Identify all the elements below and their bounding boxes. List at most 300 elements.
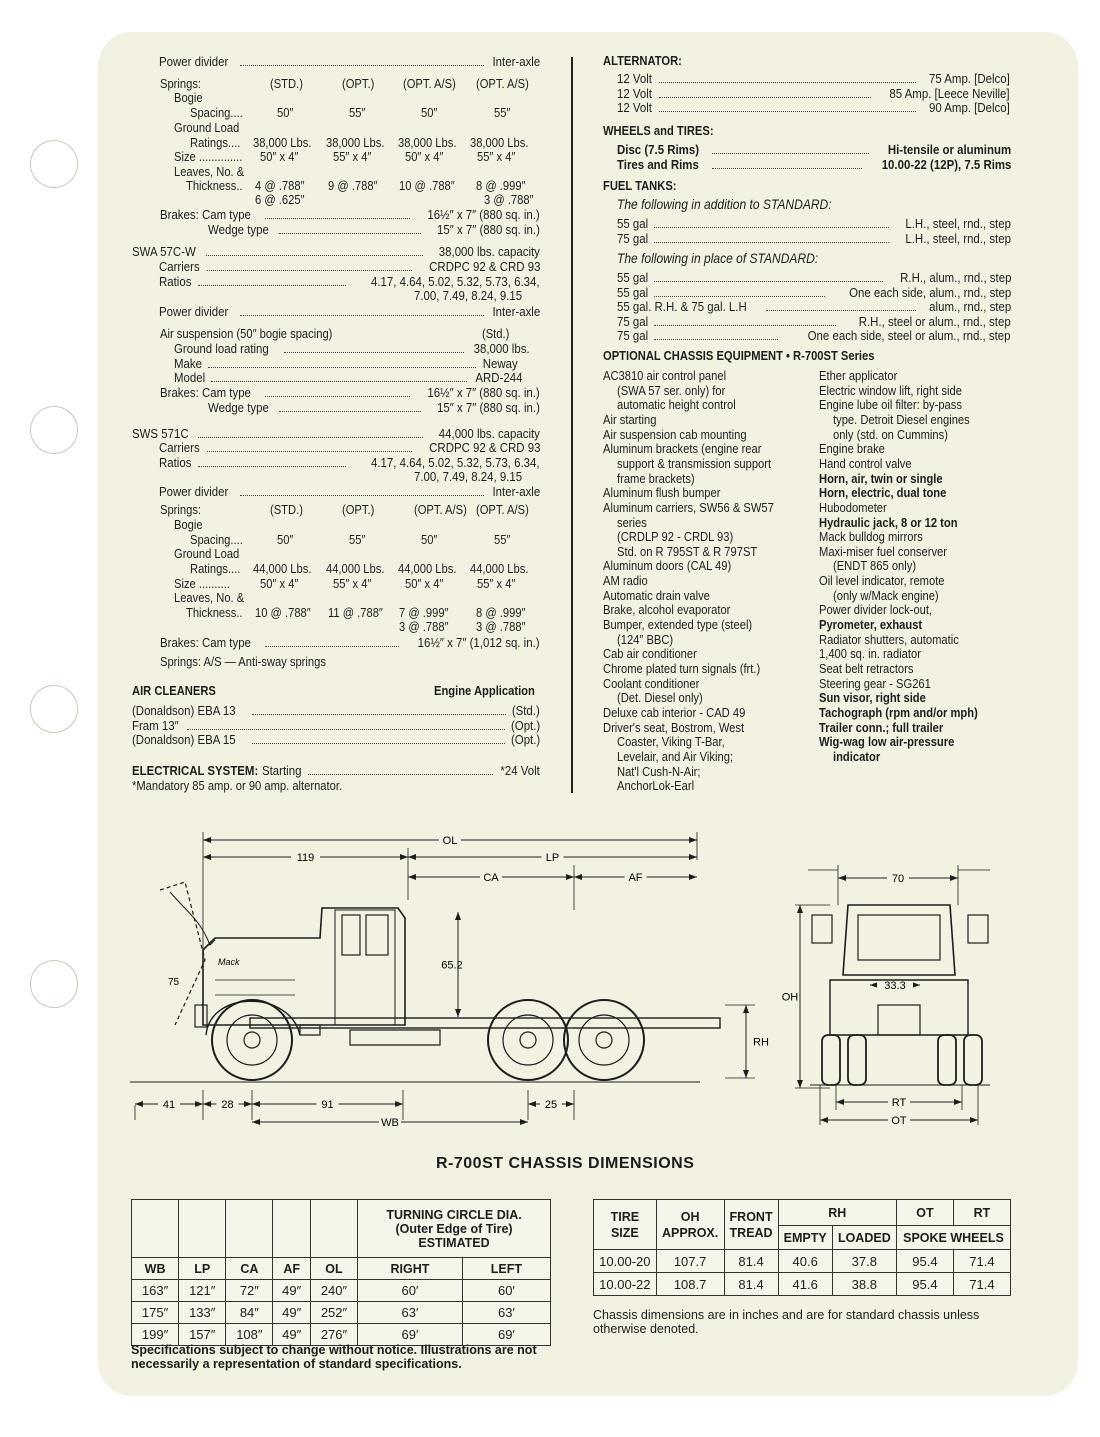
dimension-label: LP (545, 852, 560, 864)
option-item: support & transmission support (617, 455, 772, 471)
spec-row (159, 275, 540, 289)
option-item: Horn, air, twin or single (819, 470, 943, 486)
arrowhead (870, 982, 878, 988)
option-item: Trailer conn.; full trailer (819, 719, 944, 735)
windshield (858, 915, 940, 960)
text: Size .............. (174, 149, 243, 164)
spec-row (159, 485, 540, 499)
option-item: Driver's seat, Bostrom, West (603, 719, 745, 735)
leader-dots (279, 402, 421, 412)
table-cell: 60′ (462, 1280, 550, 1302)
spec-row (617, 143, 1011, 157)
spec-label: 55 gal (617, 270, 649, 285)
leader-dots (207, 261, 411, 271)
spec-value: R.H., alum., rnd., step (899, 270, 1011, 285)
dimension-label: 75 (168, 977, 180, 988)
spec-cell: 50″ x 4″ (260, 149, 299, 164)
spec-value: One each side, steel or alum., rnd., step (808, 328, 1011, 344)
spec-value: 10.00-22 (12P), 7.5 Rims (881, 156, 1011, 172)
spec-cell: 55″ x 4″ (333, 576, 372, 591)
spec-value: *24 Volt (500, 763, 540, 778)
spec-label: Power divider (159, 54, 229, 69)
turning-circle-header: TURNING CIRCLE DIA. (Outer Edge of Tire) ESTIMATED (358, 1200, 551, 1258)
spec-row (160, 636, 540, 650)
table-cell: 157″ (179, 1324, 226, 1346)
table-cell: 69′ (358, 1324, 463, 1346)
tire-front-view (938, 1035, 956, 1085)
option-item: Std. on R 795ST & R 797ST (617, 543, 758, 559)
option-item: Levelair, and Air Viking; (617, 748, 734, 764)
text: Spacing.... (190, 105, 243, 120)
table-cell: 84″ (226, 1302, 273, 1324)
arrowhead (528, 1101, 536, 1107)
option-item: 1,400 sq. in. radiator (819, 646, 921, 662)
spec-cell: 8 @ .999″ (476, 605, 526, 620)
table-cell: 95.4 (896, 1250, 953, 1273)
spec-value: 85 Amp. [Leece Neville] (889, 85, 1010, 101)
spec-label: Ground load rating (174, 341, 269, 356)
arrowhead (743, 1005, 749, 1013)
wheel-hub (244, 1032, 260, 1048)
option-item: Aluminum carriers, SW56 & SW57 (603, 499, 774, 515)
text: Springs: (160, 502, 202, 517)
leader-dots (766, 301, 915, 311)
dimension-label: 41 (162, 1099, 176, 1111)
spec-cell: 55″ x 4″ (477, 149, 516, 164)
table-cell: 38.8 (832, 1273, 896, 1296)
spec-cell: 38,000 Lbs. (398, 135, 457, 150)
wheel-rim (503, 1015, 553, 1065)
table-cell: 240″ (310, 1280, 357, 1302)
spec-label: Ratios (159, 274, 192, 289)
spec-label: 55 gal (617, 284, 649, 300)
arrowhead (244, 1101, 252, 1107)
leader-dots (654, 233, 889, 243)
option-item: Engine lube oil filter: by-pass (819, 397, 962, 413)
spec-value: Neway (483, 356, 518, 371)
column-header: RIGHT (358, 1258, 463, 1280)
leader-dots (659, 73, 916, 83)
hood-line (170, 892, 215, 945)
option-item: (CRDLP 92 - CRDL 93) (617, 529, 734, 545)
option-item: AM radio (603, 573, 648, 589)
spec-value: 16½″ x 7″ (1,012 sq. in.) (418, 635, 540, 650)
spec-row (617, 158, 1011, 172)
arrowhead (408, 874, 416, 880)
spec-value: ARD-244 (474, 370, 522, 385)
spec-cell: (OPT. A/S) (414, 502, 467, 517)
spec-label: Wedge type (208, 222, 269, 237)
option-item: Bumper, extended type (steel) (603, 617, 753, 633)
section-heading: FUEL TANKS: (603, 178, 677, 193)
spec-label: Brakes: Cam type (160, 635, 251, 650)
spec-label: Disc (7.5 Rims) (617, 142, 700, 157)
leader-dots (208, 358, 476, 368)
spec-row (159, 456, 540, 470)
cab-window (366, 915, 388, 955)
option-item: Engine brake (819, 441, 885, 457)
wheel-rim (227, 1015, 277, 1065)
spec-cell: 7 @ .999″ (399, 605, 449, 620)
arrowhead (797, 905, 803, 913)
spec-row (160, 208, 540, 222)
option-item: series (617, 514, 647, 530)
arrowhead (195, 1101, 203, 1107)
front-bumper (195, 1005, 207, 1027)
leader-dots (265, 209, 410, 219)
table-cell: 107.7 (656, 1250, 724, 1273)
arrowhead (838, 875, 846, 881)
leader-dots (712, 159, 862, 169)
arrowhead (836, 1099, 844, 1105)
spec-value: 75 Amp. [Delco] (929, 71, 1010, 86)
text: Springs: (160, 76, 202, 91)
mirror-right (968, 915, 988, 943)
spec-label: SWA 57C-W (132, 244, 196, 259)
option-item: Tachograph (rpm and/or mph) (819, 704, 978, 720)
spec-row (174, 342, 530, 356)
arrowhead (689, 837, 697, 843)
spec-cell: (STD.) (270, 76, 303, 91)
table-cell: 121″ (179, 1280, 226, 1302)
option-item: (ENDT 865 only) (833, 558, 917, 574)
table-row (594, 1273, 1011, 1296)
text: 7.00, 7.49, 8.24, 9.15 (414, 288, 523, 303)
wheel-hub (520, 1032, 536, 1048)
spec-value: Inter-axle (492, 54, 540, 69)
leader-dots (252, 705, 506, 715)
table-cell: 81.4 (724, 1273, 778, 1296)
column-divider (571, 57, 573, 793)
subheading: The following in place of STANDARD: (617, 250, 819, 266)
table-cell: 175″ (132, 1302, 179, 1324)
column-header: AF (273, 1258, 310, 1280)
spec-cell: 44,000 Lbs. (398, 561, 457, 576)
dimension-label: OH (781, 991, 799, 1004)
spec-value: 44,000 lbs. capacity (438, 426, 540, 441)
leader-dots (712, 144, 869, 154)
option-item: (only w/Mack engine) (833, 587, 939, 603)
arrowhead (252, 1101, 260, 1107)
text: Springs: A/S — Anti-sway springs (160, 654, 326, 669)
option-item: Electric window lift, right side (819, 382, 962, 398)
leader-dots (654, 330, 778, 340)
spec-value: 16½″ x 7″ (880 sq. in.) (427, 385, 540, 400)
dimension-label: 33.3 (884, 980, 906, 992)
table-note: Chassis dimensions are in inches and are for standard chassis unless otherwise denoted. (593, 1308, 980, 1336)
leader-dots (240, 56, 484, 66)
table-cell: 60′ (358, 1280, 463, 1302)
spec-label: 12 Volt (617, 85, 652, 101)
spec-row (617, 87, 1010, 101)
spec-label: Starting (261, 763, 301, 778)
chassis-diagram (0, 820, 1100, 1140)
dimension-label: 65.2 (441, 959, 463, 972)
spec-cell: 11 @ .788″ (328, 605, 383, 620)
text: Ground Load (174, 120, 240, 135)
option-item: Sun visor, right side (819, 690, 926, 706)
table-cell: 49″ (273, 1280, 310, 1302)
leader-dots (654, 272, 882, 282)
arrowhead (135, 1101, 143, 1107)
table-cell: 133″ (179, 1302, 226, 1324)
binder-hole (30, 406, 78, 454)
column-header: CA (226, 1258, 273, 1280)
leader-dots (654, 316, 836, 326)
spec-cell: 55″ (494, 105, 511, 120)
table-row (132, 1302, 551, 1324)
spec-cell: (OPT.) (342, 502, 375, 517)
arrowhead (954, 1099, 962, 1105)
subheading: The following in addition to STANDARD: (617, 196, 832, 212)
spec-value: 16½″ x 7″ (880 sq. in.) (427, 207, 540, 222)
spec-row (132, 719, 540, 733)
arrowhead (395, 1101, 403, 1107)
tire-dimensions-table: TIRE SIZE OH APPROX. FRONT TREAD RH OT RT EMPTY LOADED SPOKE WHEELS 10.00-20 107.7 81.4 40.6 37.8 95.4 71.4 10.00-22 108.7 81.4 41.6 38.8 95.4 71.4 (593, 1199, 1011, 1296)
option-item: only (std. on Cummins) (833, 426, 948, 442)
mirror-left (812, 915, 832, 943)
arrowhead (820, 1117, 828, 1123)
section-heading: WHEELS and TIRES: (603, 123, 714, 138)
spec-value: 38,000 lbs. capacity (438, 244, 540, 259)
option-item: Aluminum brackets (engine rear (603, 441, 762, 457)
dimension-label: WB (381, 1117, 399, 1129)
text: Leaves, No. & (174, 164, 245, 179)
section-heading: OPTIONAL CHASSIS EQUIPMENT • R-700ST Series (603, 348, 875, 363)
option-item: (SWA 57 ser. only) for (617, 382, 726, 398)
spec-cell: 3 @ .788″ (399, 619, 449, 634)
leader-dots (211, 372, 466, 382)
spec-cell: 44,000 Lbs. (326, 561, 385, 576)
dimensions-table (131, 1199, 551, 1346)
table-cell: 49″ (273, 1324, 310, 1346)
page-title: R-700ST CHASSIS DIMENSIONS (436, 1155, 695, 1172)
table-cell: 276″ (310, 1324, 357, 1346)
spec-label: Power divider (159, 484, 229, 499)
arrowhead (689, 874, 697, 880)
column-header: OL (310, 1258, 357, 1280)
table-cell: 108″ (226, 1324, 273, 1346)
option-item: Hand control valve (819, 455, 912, 471)
table-cell: 63′ (358, 1302, 463, 1324)
spec-label: Brakes: Cam type (160, 207, 251, 222)
spec-cell: 44,000 Lbs. (253, 561, 312, 576)
option-item: automatic height control (617, 397, 736, 413)
option-item: Deluxe cab interior - CAD 49 (603, 704, 746, 720)
spec-value: 4.17, 4.64, 5.02, 5.32, 5.73, 6.34, (371, 274, 540, 289)
table-cell: 49″ (273, 1302, 310, 1324)
text: Bogie (174, 90, 203, 105)
text: *Mandatory 85 amp. or 90 amp. alternator. (132, 778, 343, 793)
leader-dots (240, 306, 484, 316)
table-cell: 163″ (132, 1280, 179, 1302)
text: Leaves, No. & (174, 590, 245, 605)
spec-value: alum., rnd., step (928, 299, 1011, 315)
spec-value: Inter-axle (492, 484, 540, 499)
spec-row (159, 55, 540, 69)
option-item: Coaster, Viking T-Bar, (617, 734, 725, 750)
text: 7.00, 7.49, 8.24, 9.15 (414, 469, 523, 484)
spec-cell: (OPT. A/S) (476, 76, 529, 91)
spec-row (159, 441, 540, 455)
option-item: Seat belt retractors (819, 661, 914, 676)
spec-label: Ratios (159, 455, 192, 470)
spec-row (208, 223, 540, 237)
arrowhead (743, 1070, 749, 1078)
spec-row (617, 101, 1010, 115)
leader-dots (207, 442, 411, 452)
spec-label: Carriers (159, 440, 200, 455)
leader-dots (279, 224, 421, 234)
arrowhead (203, 854, 211, 860)
spec-row (617, 232, 1011, 246)
wheel-hub (596, 1032, 612, 1048)
spec-cell: (OPT.) (342, 76, 375, 91)
dimension-label: 28 (221, 1099, 234, 1111)
spec-label: Make (174, 356, 202, 371)
dimension-label: 91 (321, 1099, 334, 1111)
spec-value: 38,000 lbs. (474, 341, 530, 356)
option-item: Nat'l Cush-N-Air; (617, 763, 701, 779)
table-cell: 71.4 (953, 1250, 1010, 1273)
spec-cell: 55″ (349, 105, 366, 120)
cab-door (335, 910, 395, 1025)
section-heading: ELECTRICAL SYSTEM: (132, 763, 259, 778)
arrowhead (689, 854, 697, 860)
text: Air suspension (50″ bogie spacing) (160, 326, 333, 341)
arrowhead (400, 854, 408, 860)
mack-logo: Mack (218, 957, 240, 967)
option-item: Maxi-miser fuel conserver (819, 543, 947, 559)
dimension-label: 25 (544, 1099, 558, 1111)
cab-window (342, 915, 360, 955)
text: Ratings.... (190, 135, 241, 150)
spec-value: Hi-tensile or aluminum (887, 142, 1011, 157)
table-cell: 81.4 (724, 1250, 778, 1273)
spec-row (160, 386, 540, 400)
dimension-label: OL (442, 835, 458, 847)
leader-dots (198, 276, 347, 286)
arrowhead (455, 1009, 461, 1017)
table-cell: 199″ (132, 1324, 179, 1346)
arrowhead (203, 1101, 211, 1107)
column-header: LP (179, 1258, 226, 1280)
spec-cell: 10 @ .788″ (399, 178, 455, 193)
option-item: Coolant conditioner (603, 675, 700, 691)
dimension-label: RT (891, 1097, 907, 1109)
spec-row (132, 245, 540, 259)
section-heading: Engine Application (434, 683, 535, 698)
dimension-label: 70 (891, 873, 905, 885)
table-cell: 10.00-22 (594, 1273, 657, 1296)
spec-label: Power divider (159, 304, 229, 319)
leader-dots (654, 287, 824, 297)
spec-row (159, 305, 540, 319)
leader-dots (252, 734, 505, 744)
wheel (488, 1000, 568, 1080)
spec-cell: 8 @ .999″ (476, 178, 526, 193)
spec-cell: (OPT. A/S) (476, 502, 529, 517)
tire-front-view (822, 1035, 840, 1085)
table-cell: 95.4 (896, 1273, 953, 1296)
option-item: Chrome plated turn signals (frt.) (603, 661, 761, 676)
arrowhead (912, 982, 920, 988)
binder-hole (30, 685, 78, 733)
spec-cell: 9 @ .788″ (328, 178, 378, 193)
spec-cell: 50″ (277, 105, 294, 120)
spec-label: Model (174, 370, 206, 385)
spec-label: 55 gal (617, 216, 649, 231)
option-item: Mack bulldog mirrors (819, 529, 923, 545)
spec-label: 75 gal (617, 230, 649, 246)
option-item: Steering gear - SG261 (819, 675, 931, 691)
spec-label: 12 Volt (617, 71, 652, 86)
column-header: LEFT (462, 1258, 550, 1280)
option-item: Brake, alcohol evaporator (603, 602, 731, 618)
spec-row (132, 764, 540, 778)
spec-value: (Opt.) (510, 717, 540, 733)
spec-value: CRDPC 92 & CRD 93 (428, 440, 540, 455)
spec-cell: 38,000 Lbs. (253, 135, 312, 150)
spec-value: L.H., steel, rnd., step (905, 230, 1011, 246)
table-cell: 63′ (462, 1302, 550, 1324)
spec-cell: 6 @ .625″ (255, 192, 305, 207)
arrowhead (574, 874, 582, 880)
arrowhead (408, 854, 416, 860)
spec-value: 15″ x 7″ (880 sq. in.) (437, 222, 540, 237)
wheel (564, 1000, 644, 1080)
option-item: type. Detroit Diesel engines (833, 411, 970, 427)
text: Bogie (174, 517, 203, 532)
spec-row (132, 733, 540, 747)
spec-cell: 50″ (277, 532, 294, 547)
dimension-label: CA (483, 872, 499, 884)
spec-row (132, 704, 540, 718)
option-item: (Det. Diesel only) (617, 690, 703, 706)
table-cell: 10.00-20 (594, 1250, 657, 1273)
spec-value: CRDPC 92 & CRD 93 (428, 259, 540, 274)
option-item: Hydraulic jack, 8 or 12 ton (819, 514, 958, 530)
spec-cell: 3 @ .788″ (476, 619, 526, 634)
option-item: Radiator shutters, automatic (819, 631, 959, 647)
wheel-rim (579, 1015, 629, 1065)
arrowhead (455, 912, 461, 920)
option-item: Oil level indicator, remote (819, 573, 945, 589)
spec-value: L.H., steel, rnd., step (905, 216, 1011, 231)
spec-label: SWS 571C (132, 426, 189, 441)
spec-row (617, 286, 1011, 300)
option-item: AC3810 air control panel (603, 368, 727, 383)
leader-dots (284, 343, 465, 353)
leader-dots (206, 246, 423, 256)
spec-row (617, 271, 1011, 285)
option-item: indicator (833, 748, 881, 764)
spec-row (617, 315, 1011, 329)
leader-dots (198, 457, 347, 467)
spec-value: Inter-axle (492, 304, 540, 319)
spec-label: Brakes: Cam type (160, 385, 251, 400)
table-cell: 40.6 (778, 1250, 832, 1273)
table-cell: 252″ (310, 1302, 357, 1324)
differential (878, 1005, 920, 1035)
spec-row (132, 427, 540, 441)
arrowhead (970, 1117, 978, 1123)
arrowhead (566, 1101, 574, 1107)
spec-row (174, 371, 522, 385)
table-cell: 37.8 (832, 1250, 896, 1273)
spec-cell: (STD.) (270, 502, 303, 517)
leader-dots (308, 765, 493, 775)
